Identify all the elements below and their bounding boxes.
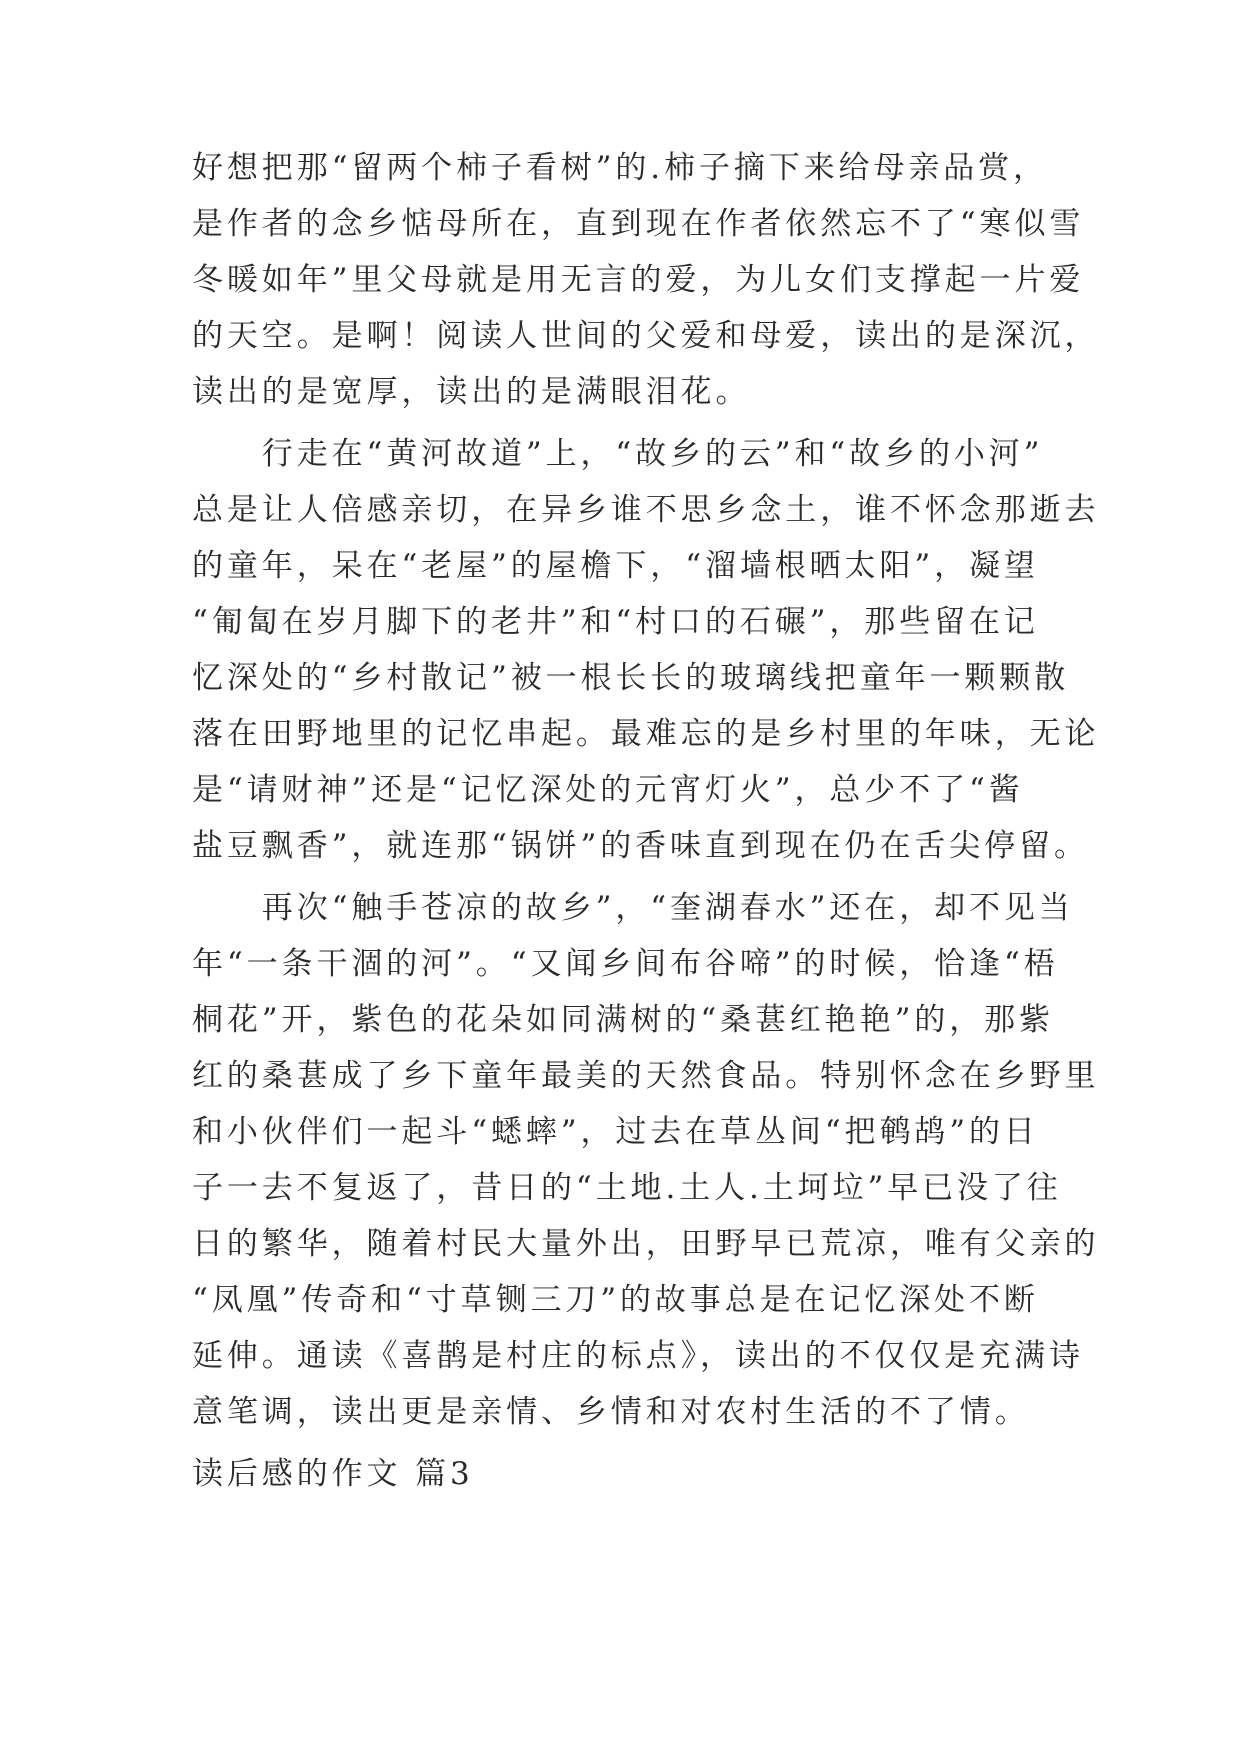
text-line: 是“请财神”还是“记忆深处的元宵灯火”，总少不了“酱 [192, 772, 1024, 808]
text-line: 忆深处的“乡村散记”被一根长长的玻璃线把童年一颗颗散 [192, 660, 1070, 696]
text-line: 和小伙伴们一起斗“蟋蟀”，过去在草丛间“把鹌鸪”的日 [192, 1114, 1039, 1150]
text-line: 的天空。是啊！阅读人世间的父爱和母爱，读出的是深沉， [192, 318, 1100, 354]
text-line: 的童年，呆在“老屋”的屋檐下，“溜墙根晒太阳”，凝望 [192, 548, 1039, 584]
text-line: “匍匐在岁月脚下的老井”和“村口的石碾”，那些留在记 [192, 604, 1039, 640]
text-line: 意笔调，读出更是亲情、乡情和对农村生活的不了情。 [192, 1394, 1030, 1430]
text-line: 落在田野地里的记忆串起。最难忘的是乡村里的年味，无论 [192, 716, 1100, 752]
section-heading: 读后感的作文 篇3 [192, 1456, 474, 1492]
text-line: 冬暖如年”里父母就是用无言的爱，为儿女们支撑起一片爱 [192, 262, 1085, 298]
text-line: “凤凰”传奇和“寸草铡三刀”的故事总是在记忆深处不断 [192, 1282, 1039, 1318]
text-line: 延伸。通读《喜鹊是村庄的标点》，读出的不仅仅是充满诗 [192, 1338, 1084, 1374]
text-line: 好想把那“留两个柿子看树”的.柿子摘下来给母亲品赏， [192, 150, 1048, 186]
text-line: 日的繁华，随着村民大量外出，田野早已荒凉，唯有父亲的 [192, 1226, 1100, 1262]
text-line: 桐花”开，紫色的花朵如同满树的“桑葚红艳艳”的，那紫 [192, 1002, 1054, 1038]
text-line: 是作者的念乡惦母所在，直到现在作者依然忘不了“寒似雪 [192, 206, 1085, 242]
text-line: 盐豆飘香”，就连那“锅饼”的香味直到现在仍在舌尖停留。 [192, 828, 1089, 864]
text-line: 总是让人倍感亲切，在异乡谁不思乡念土，谁不怀念那逝去 [192, 492, 1100, 528]
text-line: 年“一条干涸的河”。“又闻乡间布谷啼”的时候，恰逢“梧 [192, 946, 1059, 982]
text-line: 子一去不复返了，昔日的“土地.土人.土坷垃”早已没了往 [192, 1170, 1062, 1206]
text-line: 红的桑葚成了乡下童年最美的天然食品。特别怀念在乡野里 [192, 1058, 1100, 1094]
text-line: 读出的是宽厚，读出的是满眼泪花。 [192, 374, 751, 410]
paragraph-start-line: 行走在“黄河故道”上，“故乡的云”和“故乡的小河” [192, 436, 1044, 472]
paragraph-start-line: 再次“触手苍凉的故乡”，“奎湖春水”还在，却不见当 [192, 890, 1074, 926]
